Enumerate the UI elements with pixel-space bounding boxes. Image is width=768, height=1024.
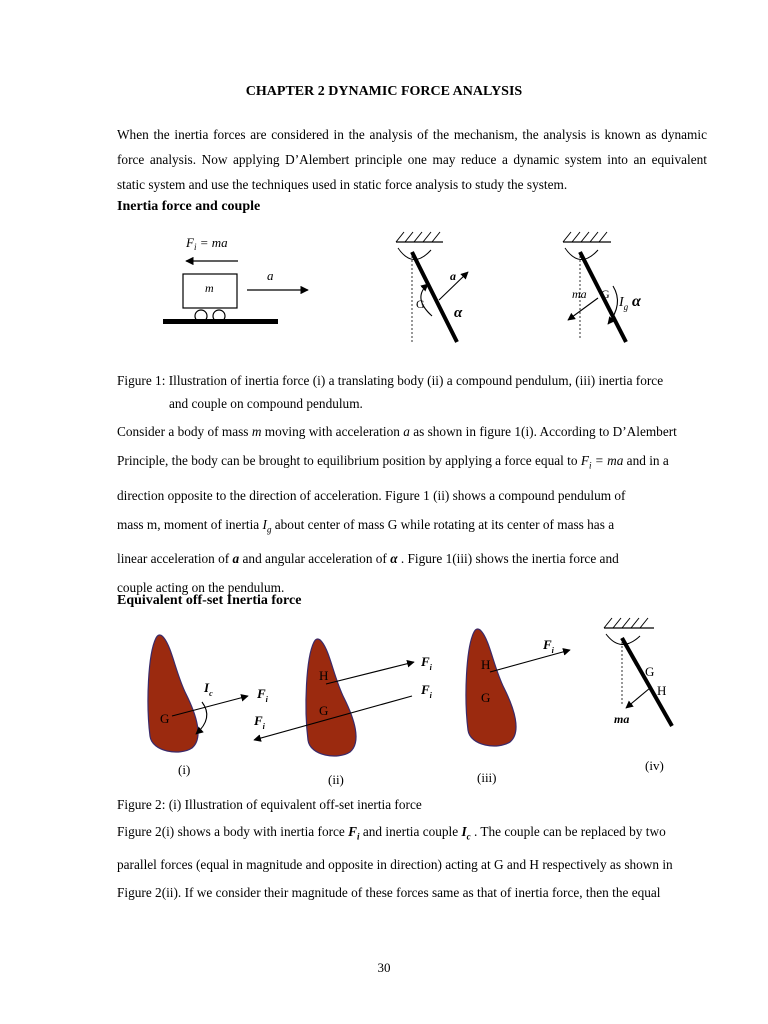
figure-2-caption: Figure 2: (i) Illustration of equivalent off-set inertia force xyxy=(117,797,422,812)
figure2-body-ii xyxy=(253,639,433,787)
intro-paragraph: When the inertia forces are considered in the analysis of the mechanism, the analysis is known as dynamic force analysis. Now applying D’Alembert principle one may reduce a dynamic system into an equivalent static system and use the techniques used in static force analysis to study the system. xyxy=(117,127,707,192)
fig2-label-ii: (ii) xyxy=(328,772,344,787)
p3-line-1: Figure 2(i) shows a body with inertia force $F_i$ and inertia couple $I_c$ . The couple can be replaced by two xyxy=(117,824,666,842)
figure-1-caption-line-2: and couple on compound pendulum. xyxy=(169,396,363,411)
fig2-h-label-iv: H xyxy=(657,683,667,698)
fig2-g-label-iv: G xyxy=(645,664,655,679)
fig2-force-arrow-iv xyxy=(626,688,650,708)
figure-1-caption xyxy=(117,369,717,415)
figure1-inertia-couple xyxy=(563,232,642,342)
fig2-body-shape-i xyxy=(148,635,198,752)
figure1-translating-body xyxy=(163,235,308,324)
paragraph-3 xyxy=(117,818,707,907)
p3-line-2: parallel forces (equal in magnitude and opposite in direction) acting at G and H respectively as shown in xyxy=(117,856,673,872)
p2-line-5: linear acceleration of a and angular acceleration of α . Figure 1(iii) shows the inertia force and xyxy=(117,551,619,567)
fig2-h-label-iii: H xyxy=(481,657,491,672)
fig1-inertia-force-arrow-2 xyxy=(568,298,598,320)
fig2-fi-label-h-ii: $F_i$ xyxy=(421,654,432,672)
fig2-g-label-iii: G xyxy=(481,690,491,705)
figure2-body-iii xyxy=(466,629,570,785)
figure-1 xyxy=(150,228,670,348)
fig1-alpha-label: α xyxy=(454,305,463,321)
fig2-pendulum-rod xyxy=(622,638,672,726)
fig2-h-label-ii: H xyxy=(319,668,329,683)
fig2-ma-label-iv: ma xyxy=(614,712,630,726)
fig1-a-label: a xyxy=(450,269,456,283)
p2-line-6: couple acting on the pendulum. xyxy=(117,580,285,596)
heading-inertia-force-couple: Inertia force and couple xyxy=(117,199,261,214)
page-title: CHAPTER 2 DYNAMIC FORCE ANALYSIS xyxy=(245,84,523,99)
fig2-force-arrow-iii xyxy=(490,650,570,672)
p3-line-3: Figure 2(ii). If we consider their magnitude of these forces same as that of inertia force, then the equal xyxy=(117,884,661,900)
fig1-g-label: G xyxy=(416,297,425,311)
figure-1-caption-line-1: Figure 1: Illustration of inertia force (i) a translating body (ii) a compound pendulum, (iii) inertia force xyxy=(117,373,664,388)
fig2-body-shape-ii xyxy=(306,639,356,756)
fig1-ma-label: ma xyxy=(572,287,587,301)
fig1-force-label: $F_i$ = ma xyxy=(186,235,228,252)
fig2-ic-label-i: $I_c$ xyxy=(204,680,213,698)
heading-equivalent-offset: Equivalent off-set Inertia force xyxy=(117,593,302,608)
fig1-alpha-label-2: α xyxy=(632,293,641,310)
fig1-g-label-2: G xyxy=(601,287,610,301)
figure1-compound-pendulum xyxy=(396,232,468,342)
fig1-accel-label: a xyxy=(267,268,274,283)
fig2-label-iv: (iv) xyxy=(645,758,664,773)
figure2-pendulum-iv xyxy=(604,618,672,773)
fig2-fi-label-iii: $F_i$ xyxy=(543,637,554,655)
fig1-mass-label: m xyxy=(205,281,214,295)
fig2-fi-label-i: $F_i$ xyxy=(257,686,268,704)
p2-line-4: mass m, moment of inertia $I_g$ about center of mass G while rotating at its center of mass has a xyxy=(117,516,615,535)
fig2-force-arrow-h-ii xyxy=(326,662,414,684)
paragraph-2 xyxy=(117,417,707,602)
p2-line-3: direction opposite to the direction of acceleration. Figure 1 (ii) shows a compound pendulum of xyxy=(117,487,626,503)
p2-line-1: Consider a body of mass m moving with acceleration a as shown in figure 1(i). According to D’Alembert xyxy=(117,424,677,439)
fig2-body-shape-iii xyxy=(466,629,516,746)
figure-2 xyxy=(130,614,690,790)
page-number: 30 xyxy=(377,960,391,975)
fig1-ig-label: $I_g$ xyxy=(619,295,629,312)
fig2-label-i: (i) xyxy=(178,762,191,777)
fig2-g-label-ii: G xyxy=(319,703,329,718)
fig2-g-label-i: G xyxy=(160,711,170,726)
p2-line-2: Principle, the body can be brought to equilibrium position by applying a force equal to $F_i$ = ma and in a xyxy=(117,453,669,471)
fig2-label-iii: (iii) xyxy=(477,770,497,785)
figure2-body-i xyxy=(148,635,269,777)
fig2-fi-label-left-ii: $F_i$ xyxy=(254,713,265,731)
fig1-ground xyxy=(163,319,278,324)
fig2-fi-label-g-ii: $F_i$ xyxy=(421,682,432,700)
